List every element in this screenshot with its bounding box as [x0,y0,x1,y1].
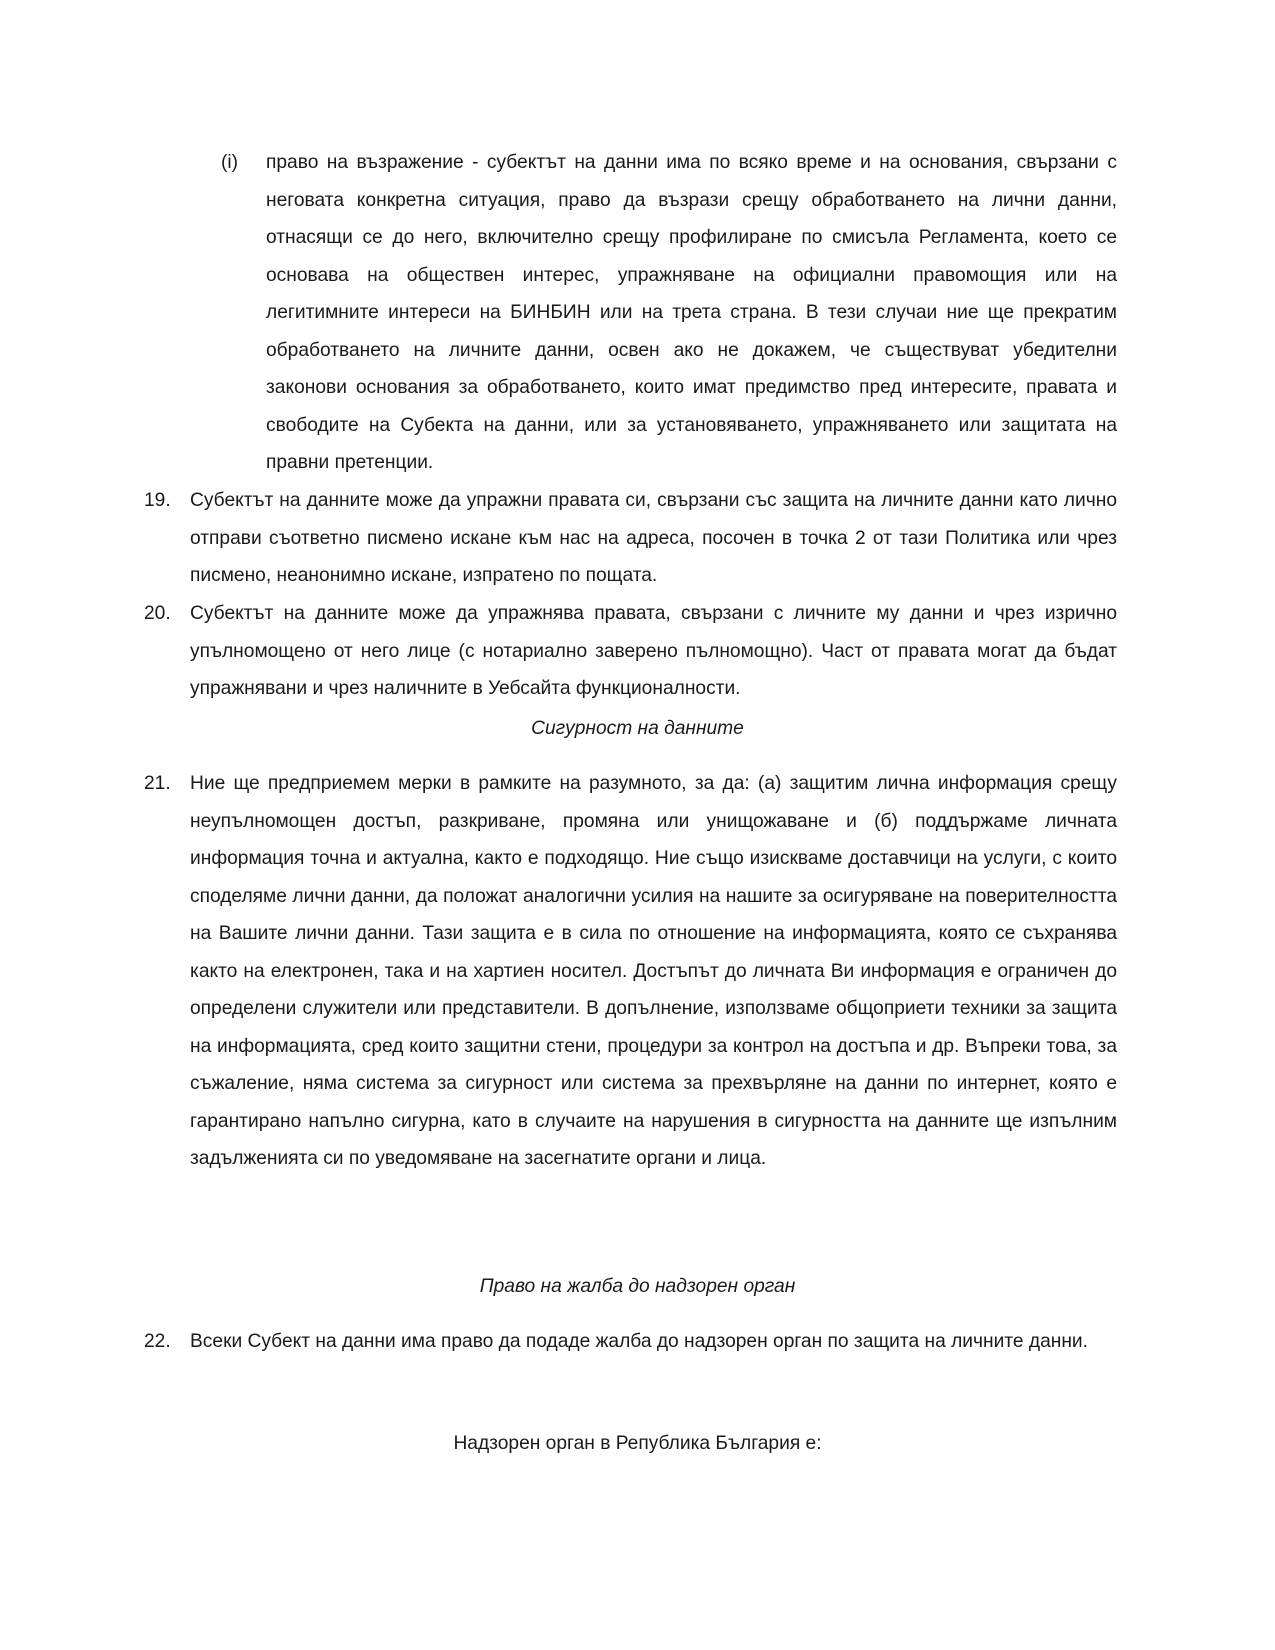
item-number: 21. [144,773,171,794]
item-text: Ние ще предприемем мерки в рамките на разумното, за да: (а) защитим лична информация срещу неупълномощен достъп, разкриване, промяна или унищожаване и (б) поддържаме личната информация точна и актуална, както е подходящо. Ние също изискваме доставчици на услуги, с които споделяме лични данни, да положат аналогични усилия на нашите за осигуряване на поверителността на Вашите лични данни. Тази защита е в сила по отношение на информацията, която се съхранява както на електронен, така и на хартиен носител. Достъпът до личната Ви информация е ограничен до определени служители или представители. В допълнение, използваме общоприети техники за защита на информацията, сред които защитни стени, процедури за контрол на достъпа и др. Въпреки това, за съжаление, няма система за сигурност или система за прехвърляне на данни по интернет, която е гарантирано напълно сигурна, като в случаите на нарушения в сигурността на данните ще изпълним задълженията си по уведомяване на засегнатите органи и лица. [190,773,1117,1169]
item-text: Всеки Субект на данни има право да подаде жалба до надзорен орган по защита на личните данни. [190,1331,1088,1352]
item-number: 20. [144,603,171,624]
item-number: 22. [144,1331,171,1352]
item-text: Субектът на данните може да упражнява правата, свързани с личните му данни и чрез изрично упълномощено от него лице (с нотариално заверено пълномощно). Част от правата могат да бъдат упражнявани и чрез наличните в Уебсайта функционалности. [190,603,1117,699]
supervisory-authority-line: Надзорен орган в Република България е: [453,1433,822,1454]
section-heading: Право на жалба до надзорен орган [479,1276,796,1297]
item-number: 19. [144,490,171,511]
item-number: (i) [221,152,239,173]
section-heading: Сигурност на данните [531,718,744,739]
item-text: право на възражение - субектът на данни има по всяко време и на основания, свързани с неговата конкретна ситуация, право да възрази срещу обработването на лични данни, отнасящи се до него, включително срещу профилиране по смисъла Регламента, което се основава на обществен интерес, упражняване на официални правомощия или на легитимните интереси на БИНБИН или на трета страна. В тези случаи ние ще прекратим обработването на личните данни, освен ако не докажем, че съществуват убедителни законови основания за обработването, които имат предимство пред интересите, правата и свободите на Субекта на данни, или за установяването, упражняването или защитата на правни претенции. [266,152,1117,473]
item-text: Субектът на данните може да упражни правата си, свързани със защита на личните данни като лично отправи съответно писмено искане към нас на адреса, посочен в точка 2 от тази Политика или чрез писмено, неанонимно искане, изпратено по пощата. [190,490,1117,586]
